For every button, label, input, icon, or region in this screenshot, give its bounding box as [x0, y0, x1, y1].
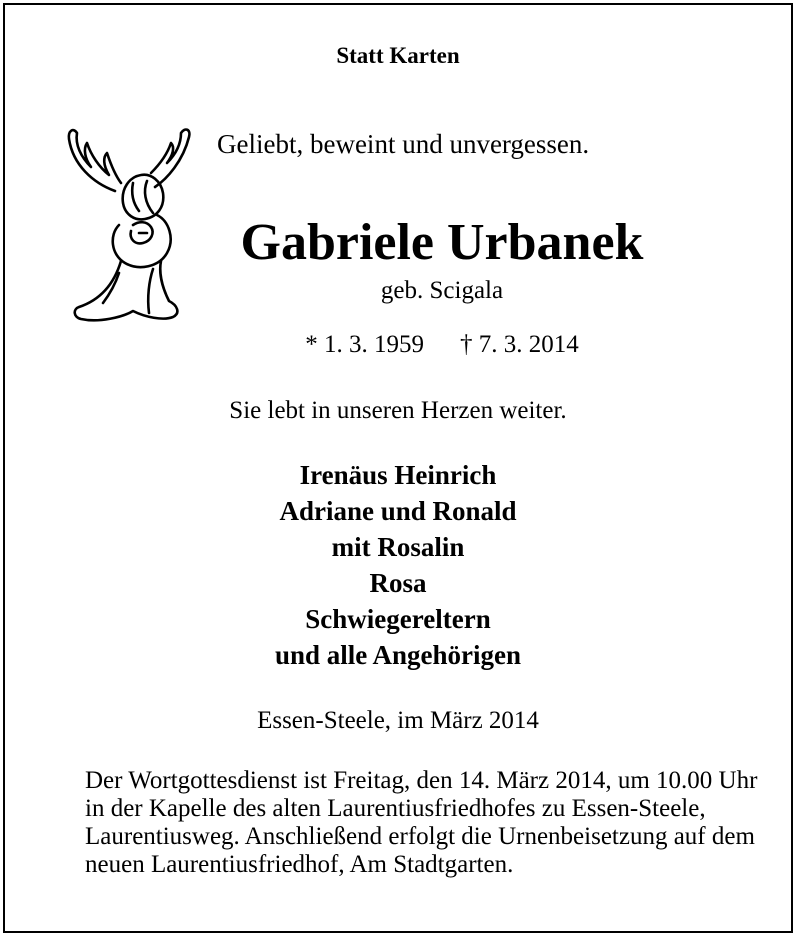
mourner-line: Adriane und Ronald [279, 496, 517, 526]
death-date: † 7. 3. 2014 [460, 331, 579, 358]
mourners-list [5, 457, 791, 673]
mourner-line: und alle Angehörigen [274, 640, 522, 670]
maiden-name: geb. Scigala [380, 277, 504, 304]
life-dates [217, 331, 667, 359]
place-date: Essen-Steele, im März 2014 [257, 707, 539, 734]
angel-icon [63, 121, 197, 327]
service-notice: Der Wortgottesdienst ist Freitag, den 14. März 2014, um 10.00 Uhr in der Kapelle des alten Laurentiusfriedhofes zu Essen-Steele, Laurentiusweg. Anschließend erfolgt die Urnenbeisetzung auf dem neuen Laurentiusfriedhof, Am Stadtgarten. [85, 767, 758, 878]
mourner-line: mit Rosalin [331, 532, 465, 562]
mourner-line: Schwiegereltern [305, 604, 491, 634]
notice-heading: Statt Karten [336, 43, 460, 68]
mourner-line: Rosa [369, 568, 427, 598]
obituary-notice [3, 3, 793, 933]
mourner-line: Irenäus Heinrich [299, 460, 497, 490]
birth-date: * 1. 3. 1959 [305, 331, 424, 358]
memorial-quote: Sie lebt in unseren Herzen weiter. [229, 397, 567, 424]
deceased-name: Gabriele Urbanek [240, 214, 644, 271]
motto-text: Geliebt, beweint und unvergessen. [217, 129, 590, 159]
